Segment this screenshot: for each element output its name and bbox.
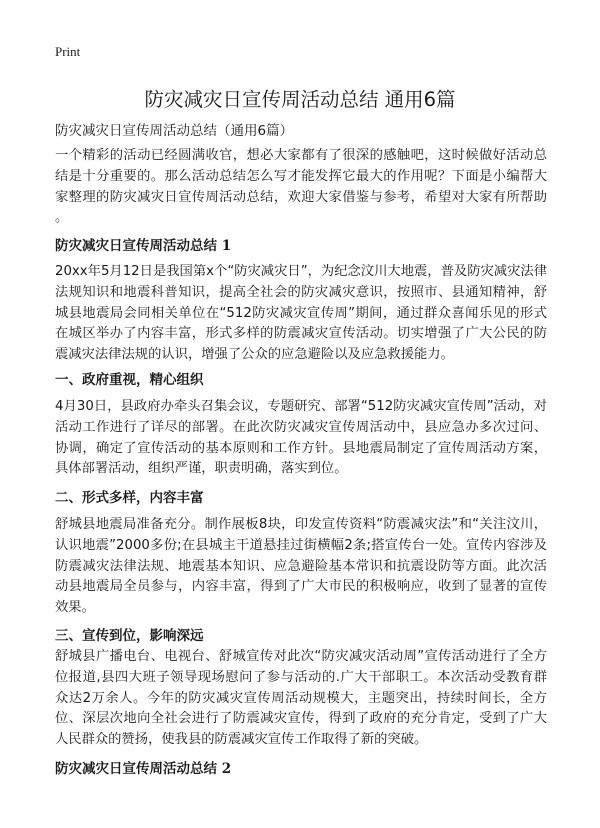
text-line: 20xx年5月12日是我国第x个“防灾减灾日”，为纪念汶川大地震，普及防灾减灾法律 bbox=[55, 264, 547, 279]
text-line: 人民群众的赞扬，使我县的防震减灾宣传工作取得了新的突破。 bbox=[55, 732, 428, 748]
intro-paragraph bbox=[55, 146, 547, 229]
text-line: 舒城县广播电台、电视台、舒城宣传对此次“防灾减灾活动周”宣传活动进行了全方 bbox=[55, 649, 547, 664]
section-1-paragraph bbox=[55, 262, 547, 366]
document-subtitle: 防灾减灾日宣传周活动总结（通用6篇） bbox=[55, 123, 294, 139]
section-1-heading: 防灾减灾日宣传周活动总结 1 bbox=[55, 238, 232, 254]
text-line: 认识地震”2000多份;在县城主干道悬挂过街横幅2条;搭宣传台一处。宣传内容涉及 bbox=[55, 537, 547, 553]
text-line: 法规知识和地震科普知识，提高全社会的防灾减灾意识，按照市、县通知精神，舒 bbox=[55, 284, 547, 300]
part-2-heading: 二、形式多样，内容丰富 bbox=[55, 490, 204, 506]
text-line: 城县地震局会同相关单位在“512防灾减灾宣传周”期间，通过群众喜闻乐见的形式 bbox=[55, 305, 547, 321]
text-line: 防震减灾法律法规、地震基本知识、应急避险基本常识和抗震设防等方面。此次活 bbox=[55, 558, 547, 574]
part-1-paragraph bbox=[55, 397, 547, 480]
text-line: 动县地震局全员参与，内容丰富，得到了广大市民的积极响应，收到了显著的宣传 bbox=[55, 579, 547, 595]
text-line: 震减灾法律法规的认识，增强了公众的应急避险以及应急救援能力。 bbox=[55, 347, 454, 363]
text-line: 舒城县地震局准备充分。制作展板8块，印发宣传资料“防震减灾法”和“关注汶川， bbox=[55, 517, 547, 532]
text-line: 活动工作进行了详尽的部署。在此次防灾减灾宣传周活动中，县应急办多次过问、 bbox=[55, 419, 547, 435]
text-line: 家整理的防灾减灾日宣传周活动总结，欢迎大家借鉴与参考，希望对大家有所帮助 bbox=[55, 189, 547, 205]
text-line: 协调，确定了宣传活动的基本原则和工作方针。县地震局制定了宣传周活动方案， bbox=[55, 440, 547, 456]
page-title: 防灾减灾日宣传周活动总结 通用6篇 bbox=[144, 88, 456, 111]
part-3-paragraph bbox=[55, 647, 547, 751]
part-3-heading: 三、宣传到位，影响深远 bbox=[55, 628, 204, 644]
text-line: 结是十分重要的。那么活动总结怎么写才能发挥它最大的作用呢？下面是小编帮大 bbox=[55, 168, 547, 184]
print-link[interactable]: Print bbox=[55, 44, 81, 59]
text-line: 4月30日，县政府办牵头召集会议，专题研究、部署“512防灾减灾宣传周”活动，对 bbox=[55, 399, 547, 414]
part-2-paragraph bbox=[55, 515, 547, 619]
text-line: 效果。 bbox=[55, 600, 95, 616]
text-line: 众达2万余人。今年的防灾减灾宣传周活动规模大，主题突出，持续时间长，全方 bbox=[55, 690, 547, 706]
text-line: 位报道,县四大班子领导现场慰问了参与活动的.广大干部职工。本次活动受教育群 bbox=[55, 669, 547, 685]
text-line: 具体部署活动，组织严谨，职责明确，落实到位。 bbox=[55, 461, 348, 477]
text-line: 位、深层次地向全社会进行了防震减灾宣传，得到了政府的充分肯定，受到了广大 bbox=[55, 711, 547, 727]
section-2-heading: 防灾减灾日宣传周活动总结 2 bbox=[55, 761, 232, 777]
text-line: 在城区举办了内容丰富，形式多样的防震减灾宣传活动。切实增强了广大公民的防 bbox=[55, 326, 547, 342]
text-line: 。 bbox=[55, 210, 69, 226]
part-1-heading: 一、政府重视，精心组织 bbox=[55, 372, 204, 388]
text-line: 一个精彩的活动已经圆满收官，想必大家都有了很深的感触吧，这时候做好活动总 bbox=[55, 148, 547, 163]
